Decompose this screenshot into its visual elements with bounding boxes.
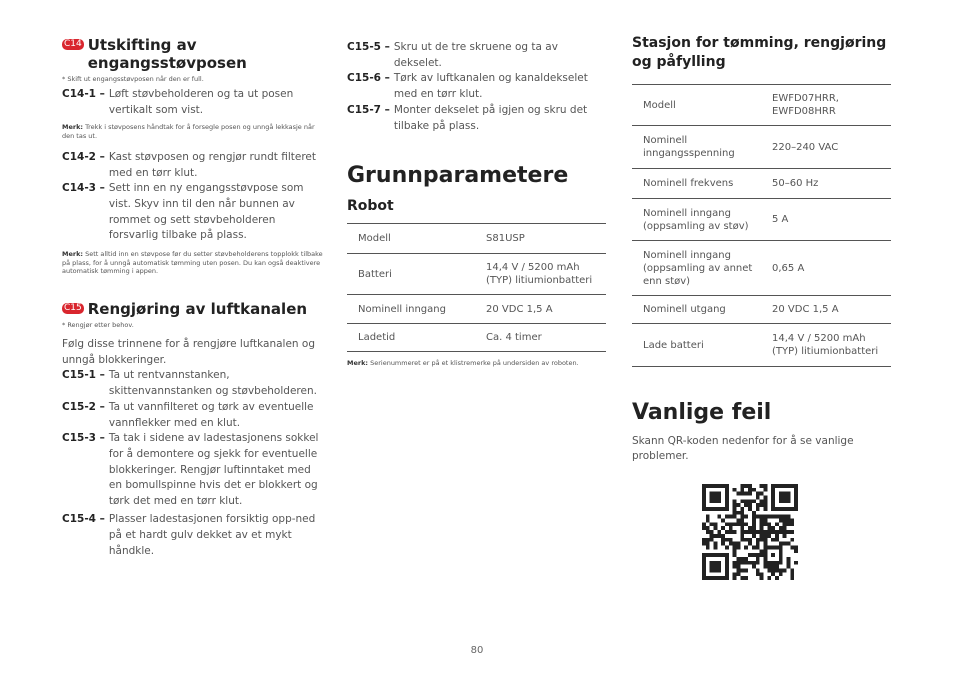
spec-value: EWFD07HRR, EWFD08HRR — [772, 93, 839, 117]
c15-step-2-label: C15-2 – — [62, 401, 105, 413]
spec-key: Nominell utgang — [643, 304, 726, 315]
table-row — [347, 324, 606, 352]
page-number: 80 — [470, 645, 484, 656]
c15-step-5-text: Skru ut de tre skruene og ta av dekselet. — [393, 41, 558, 69]
c14-note-2 — [62, 250, 324, 276]
c15-step-4 — [62, 512, 324, 559]
spec-key: Lade batteri — [643, 339, 704, 351]
c14-step-2-text: Kast støvposen og rengjør rundt filteret med en tørr klut. — [108, 151, 316, 179]
c14-note-2-label: Merk: — [62, 250, 84, 258]
qr-code-icon — [702, 484, 798, 580]
c15-step-2-text: Ta ut vannfilteret og tørk av eventuelle vannflekker med en klut. — [108, 401, 314, 429]
c15-step-5 — [347, 40, 607, 72]
c14-heading — [62, 36, 324, 72]
c15-badge: C15 — [64, 303, 82, 313]
spec-value: 50–60 Hz — [772, 178, 819, 189]
spec-key: Nominell frekvens — [643, 178, 734, 189]
c14-note-1-text: Trekk i støvposens håndtak for å forsegle posen og unngå lekkasje når den tas ut. — [62, 123, 315, 140]
basic-params-title: Grunnparametere — [347, 163, 569, 188]
c14-step-2-label: C14-2 – — [62, 151, 105, 163]
spec-value: 20 VDC 1,5 A — [486, 303, 553, 315]
c14-step-2 — [62, 150, 324, 182]
station-spec-table — [632, 84, 891, 367]
spec-value: 5 A — [772, 214, 789, 225]
robot-spec-table — [347, 223, 606, 352]
spec-value: 0,65 A — [772, 262, 805, 274]
c15-step-4-text: Plasser ladestasjonen forsiktig opp-ned på et hardt gulv dekket av et mykt håndkle. — [108, 513, 316, 557]
robot-note-label: Merk: — [347, 359, 369, 367]
c14-note-2-text: Sett alltid inn en støvpose før du setter støvbeholderens topplokk tilbake på plass, for å unngå automatisk tømming uten posen. Du kan også deaktivere automatisk tømming i appen. — [62, 250, 323, 275]
table-row — [632, 85, 891, 126]
c14-subnote: * Skift ut engangsstøvposen når den er full. — [62, 75, 204, 83]
spec-key: Batteri — [358, 268, 392, 280]
table-row — [632, 296, 891, 324]
robot-note-text: Serienummeret er på et klistremerke på undersiden av roboten. — [370, 359, 579, 367]
c15-step-6-label: C15-6 – — [347, 72, 390, 84]
table-row — [632, 241, 891, 296]
spec-key: Ladetid — [358, 332, 396, 343]
spec-value: 14,4 V / 5200 mAh (TYP) litiumionbatteri — [486, 262, 593, 286]
c15-heading — [62, 300, 324, 318]
robot-note — [347, 359, 607, 368]
table-row — [632, 199, 891, 241]
c15-step-6-text: Tørk av luftkanalen og kanaldekselet med en tørr klut. — [393, 72, 588, 100]
c14-badge: C14 — [64, 39, 82, 49]
c15-step-1-text: Ta ut rentvannstanken, skittenvannstanken og støvbeholderen. — [108, 369, 317, 397]
c15-intro: Følg disse trinnene for å rengjøre luftkanalen og unngå blokkeringer. — [62, 338, 315, 366]
table-row — [347, 295, 606, 324]
station-title: Stasjon for tømming, rengjøring og påfylling — [632, 35, 887, 70]
faults-text: Skann QR-koden nedenfor for å se vanlige problemer. — [632, 435, 854, 462]
c15-step-3-label: C15-3 – — [62, 432, 105, 444]
spec-value: Ca. 4 timer — [486, 332, 542, 343]
c15-step-1 — [62, 368, 324, 400]
c14-note-1-label: Merk: — [62, 123, 84, 131]
c15-step-5-label: C15-5 – — [347, 41, 390, 53]
spec-key: Nominell inngang (oppsamling av støv) — [643, 207, 749, 232]
spec-key: Nominell inngang — [358, 303, 446, 315]
c14-step-3 — [62, 181, 324, 244]
robot-title: Robot — [347, 198, 394, 214]
spec-value: 220–240 VAC — [772, 141, 839, 153]
c15-step-1-label: C15-1 – — [62, 369, 105, 381]
spec-value: 14,4 V / 5200 mAh (TYP) litiumionbatteri — [772, 333, 879, 357]
c15-step-3-text: Ta tak i sidene av ladestasjonens sokkel for å demontere og sjekk for eventuelle blokkeringer. Rengjør luftinntaket med en bomullspinne hvis det er blokkert og tørk det med en tørr klut. — [108, 432, 319, 508]
c15-step-7-text: Monter dekselet på igjen og skru det tilbake på plass. — [393, 104, 588, 132]
table-row — [632, 169, 891, 199]
c15-step-6 — [347, 71, 607, 103]
c15-step-3 — [62, 431, 324, 510]
spec-value: 20 VDC 1,5 A — [772, 304, 839, 315]
table-row — [347, 254, 606, 295]
c14-step-3-text: Sett inn en ny engangsstøvpose som vist. Skyv inn til den når bunnen av rommet og sett støvbeholderen forsvarlig tilbake på plass. — [108, 182, 304, 242]
spec-value: S81USP — [486, 233, 525, 244]
c15-step-2 — [62, 400, 324, 432]
spec-key: Nominell inngang (oppsamling av annet enn støv) — [643, 249, 753, 287]
spec-key: Modell — [643, 99, 676, 111]
c15-title: Rengjøring av luftkanalen — [87, 300, 308, 318]
c14-note-1 — [62, 123, 324, 140]
c15-step-7 — [347, 103, 607, 135]
c14-step-3-label: C14-3 – — [62, 182, 105, 194]
spec-key: Nominell inngangsspenning — [643, 135, 735, 159]
faults-title: Vanlige feil — [632, 400, 772, 425]
c15-step-7-label: C15-7 – — [347, 104, 390, 116]
c15-subnote: * Rengjør etter behov. — [62, 321, 134, 329]
c14-step-1 — [62, 87, 324, 119]
table-row — [632, 126, 891, 169]
table-row — [347, 224, 606, 254]
c15-step-4-label: C15-4 – — [62, 513, 105, 525]
spec-key: Modell — [358, 233, 391, 244]
table-row — [632, 324, 891, 367]
c14-step-1-label: C14-1 – — [62, 88, 105, 100]
c14-step-1-text: Løft støvbeholderen og ta ut posen vertikalt som vist. — [108, 88, 294, 116]
c14-title: Utskifting av engangsstøvposen — [87, 36, 247, 72]
